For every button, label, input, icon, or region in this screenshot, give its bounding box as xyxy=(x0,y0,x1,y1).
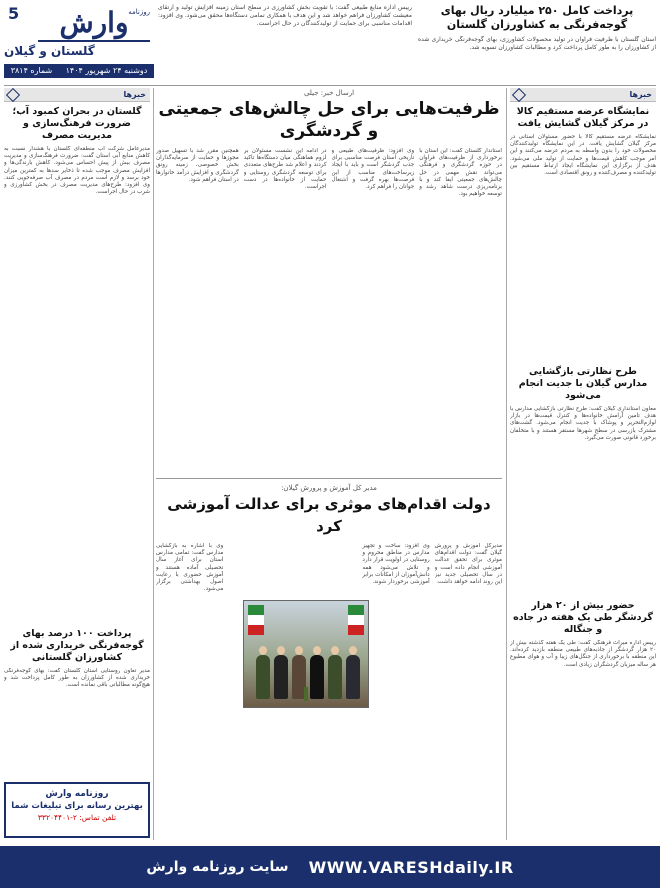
news-tab-label: خبرها xyxy=(629,90,652,99)
article-column: وی افزود: ساخت و تجهیز مدارس در مناطق محروم و روستایی در اولویت قرار دارد و تلاش می‌شود همه دانش‌آموزان از امکانات برابر آموزشی برخوردار شوند. xyxy=(362,543,430,586)
right-top-story xyxy=(418,4,656,84)
person xyxy=(274,655,288,699)
weekday-date: دوشنبه ۲۴ شهریور ۱۴۰۴ xyxy=(65,66,148,75)
ad-phone: تلفن تماس: ۲-۳۳۲۰۴۴۰۱ xyxy=(37,813,117,822)
article-column: مدیرکل آموزش و پرورش گیلان گفت: دولت اقدام‌های موثری برای تحقق عدالت آموزشی انجام داده است و در سال تحصیلی جدید نیز این روند ادامه خواهد داشت. xyxy=(434,543,502,586)
issue-number: شماره ۳۸۱۴ xyxy=(10,66,53,75)
article-column: در ادامه این نشست مسئولان بر لزوم هماهنگی میان دستگاه‌ها تاکید کردند و اعلام شد طرح‌های متعددی برای توسعه گردشگری روستایی و حمایت از خانواده‌ها در دست اجراست. xyxy=(243,148,327,191)
person xyxy=(328,655,342,699)
section-title: گلستان و گیلان xyxy=(4,44,95,58)
footer-bar xyxy=(0,846,660,888)
sapling xyxy=(304,687,308,701)
article-body: مدیر تعاون روستایی استان گلستان گفت: بهای گوجه‌فرنگی خریداری شده از کشاورزان به طور کامل پرداخت شد و هیچ‌گونه مطالباتی باقی نمانده است. xyxy=(4,668,150,689)
flag xyxy=(248,605,264,635)
article-body: معاون استانداری گیلان گفت: طرح نظارتی بازگشایی مدارس با هدف تامین آرامش خانواده‌ها و کنترل قیمت‌ها در بازار لوازم‌التحریر و پوشاک با جدیت انجام می‌شود. گشت‌های مشترک بازرسی در سطح شهرها مستقر هستند و با متخلفان برخورد قانونی صورت می‌گیرد. xyxy=(510,406,656,441)
ad-title: روزنامه وارش xyxy=(45,789,109,799)
article-headline: نمایشگاه عرضه مستقیم کالا در مرکز گیلان گشایش یافت xyxy=(516,106,650,129)
article-column: وی افزود: ظرفیت‌های طبیعی و تاریخی استان فرصت مناسبی برای جذب گردشگر است و باید با ایجاد زیرساخت‌های مناسب از این فرصت‌ها بهره گرفت و اشتغال جوانان را فراهم کرد. xyxy=(331,148,415,191)
article-kicker: مدیر کل آموزش و پرورش گیلان: xyxy=(281,484,377,492)
person xyxy=(256,655,270,699)
divider xyxy=(153,88,154,840)
person xyxy=(346,655,360,699)
article-headline: گلستان در بحران کمبود آب؛ ضرورت فرهنگ‌سازی و مدیریت مصرف xyxy=(12,106,142,141)
flag xyxy=(348,605,364,635)
article-column: استاندار گلستان گفت: این استان با برخورداری از ظرفیت‌های فراوان در حوزه گردشگری و فرهنگی می‌تواند نقش مهمی در حل چالش‌های جمعیتی ایفا کند و با برنامه‌ریزی درست شاهد رشد و توسعه خواهیم بود. xyxy=(419,148,502,198)
article-body: مدیرعامل شرکت آب منطقه‌ای گلستان با هشدار نسبت به کاهش منابع آبی استان گفت: ضرورت فرهنگ‌سازی و مدیریت مصرف بیش از پیش احساس می‌شود. کاهش بارندگی‌ها و افزایش مصرف موجب شده تا ذخایر سدها به کمترین میزان خود برسد و لازم است مردم در مصرف آب صرفه‌جویی کنند. وی افزود: طرح‌های مدیریت مصرف در بخش کشاورزی و شرب در حال اجراست. xyxy=(4,146,150,196)
ad-tagline: بهترین رسانه برای تبلیغات شما xyxy=(11,801,143,811)
advertisement xyxy=(4,782,150,838)
article-headline: حضور بیش از ۲۰ هزار گردشگر طی یک هفته در جاده و جنگاله xyxy=(513,600,653,635)
diamond-icon xyxy=(6,88,20,102)
article-headline: طرح نظارتی بازگشایی مدارس گیلان با جدیت انجام می‌شود xyxy=(518,366,648,401)
second-headline: دولت اقدام‌های موثری برای عدالت آموزشی کرد xyxy=(167,495,491,535)
article-column: وی با اشاره به بازگشایی مدارس گفت: تمامی مدارس استان برای آغاز سال تحصیلی آماده هستند و آموزش حضوری با رعایت اصول بهداشتی برگزار می‌شود. xyxy=(156,543,224,593)
article-kicker: ارسال خبر: جیلی xyxy=(303,89,355,97)
diamond-icon xyxy=(512,88,526,102)
right-top-body: استان گلستان با ظرفیت فراوان در تولید محصولات کشاورزی، بهای گوجه‌فرنگی خریداری شده از کشاورزان را به طور کامل پرداخت کرد و مطالبات کشاورزان تسویه شد. xyxy=(418,36,656,51)
right-top-headline: پرداخت کامل ۲۵۰ میلیارد ریال بهای گوجه‌فرنگی به کشاورزان گلستان xyxy=(440,4,634,31)
news-tab-label: خبرها xyxy=(123,90,146,99)
newspaper-logo: وارش xyxy=(38,4,150,42)
news-photo xyxy=(243,600,369,708)
divider xyxy=(4,85,656,86)
article-headline: پرداخت ۱۰۰ درصد بهای گوجه‌فرنگی خریداری شده از کشاورزان گلستانی xyxy=(10,628,144,663)
article-body: رییس اداره میراث فرهنگی گفت: طی یک هفته گذشته بیش از ۲۰ هزار گردشگر از جاذبه‌های طبیعی منطقه بازدید کرده‌اند. این منطقه با برخورداری از جنگل‌های زیبا و آب و هوای مطبوع هر ساله میزبان گردشگران زیادی است. xyxy=(510,640,656,668)
person xyxy=(310,655,324,699)
left-column xyxy=(4,88,150,840)
news-tab xyxy=(4,88,150,102)
article-body: نمایشگاه عرضه مستقیم کالا با حضور مسئولان استانی در مرکز گیلان گشایش یافت. در این نمایشگاه تولیدکنندگان محصولات خود را بدون واسطه به مردم عرضه می‌کنند و این امر موجب کاهش قیمت‌ها و حمایت از تولید ملی می‌شود. هدف از برگزاری این نمایشگاه ایجاد ارتباط مستقیم بین تولیدکننده و مصرف‌کننده و رونق اقتصادی است. xyxy=(510,134,656,177)
right-column xyxy=(510,88,656,840)
dateline xyxy=(4,64,154,78)
article-column: همچنین مقرر شد با تسهیل صدور مجوزها و حمایت از سرمایه‌گذاران بخش خصوصی، زمینه رونق گردشگری و افزایش درآمد خانوارها در استان فراهم شود. xyxy=(156,148,239,183)
masthead xyxy=(4,4,154,80)
divider xyxy=(156,478,502,479)
article-columns xyxy=(156,148,502,470)
logo-subtitle: روزنامه xyxy=(128,8,150,16)
top-blurb: رییس اداره منابع طبیعی گفت: با تقویت بخش کشاورزی در سطح استان زمینه افزایش تولید و ارتقای معیشت کشاورزان فراهم خواهد شد و این هدف با همکاری تمامی دستگاه‌ها محقق می‌شود. وی افزود: اقدامات مناسبی برای حمایت از تولیدکنندگان در حال اجراست. xyxy=(158,4,412,27)
news-tab xyxy=(510,88,656,102)
website-url[interactable]: WWW.VARESHdaily.IR xyxy=(308,857,514,877)
main-headline: ظرفیت‌هایی برای حل چالش‌های جمعیتی و گردشگری xyxy=(158,99,500,141)
center-feature xyxy=(156,88,502,840)
page-number: 5 xyxy=(8,4,20,23)
divider xyxy=(506,88,507,840)
website-label: سایت روزنامه وارش xyxy=(146,859,289,875)
